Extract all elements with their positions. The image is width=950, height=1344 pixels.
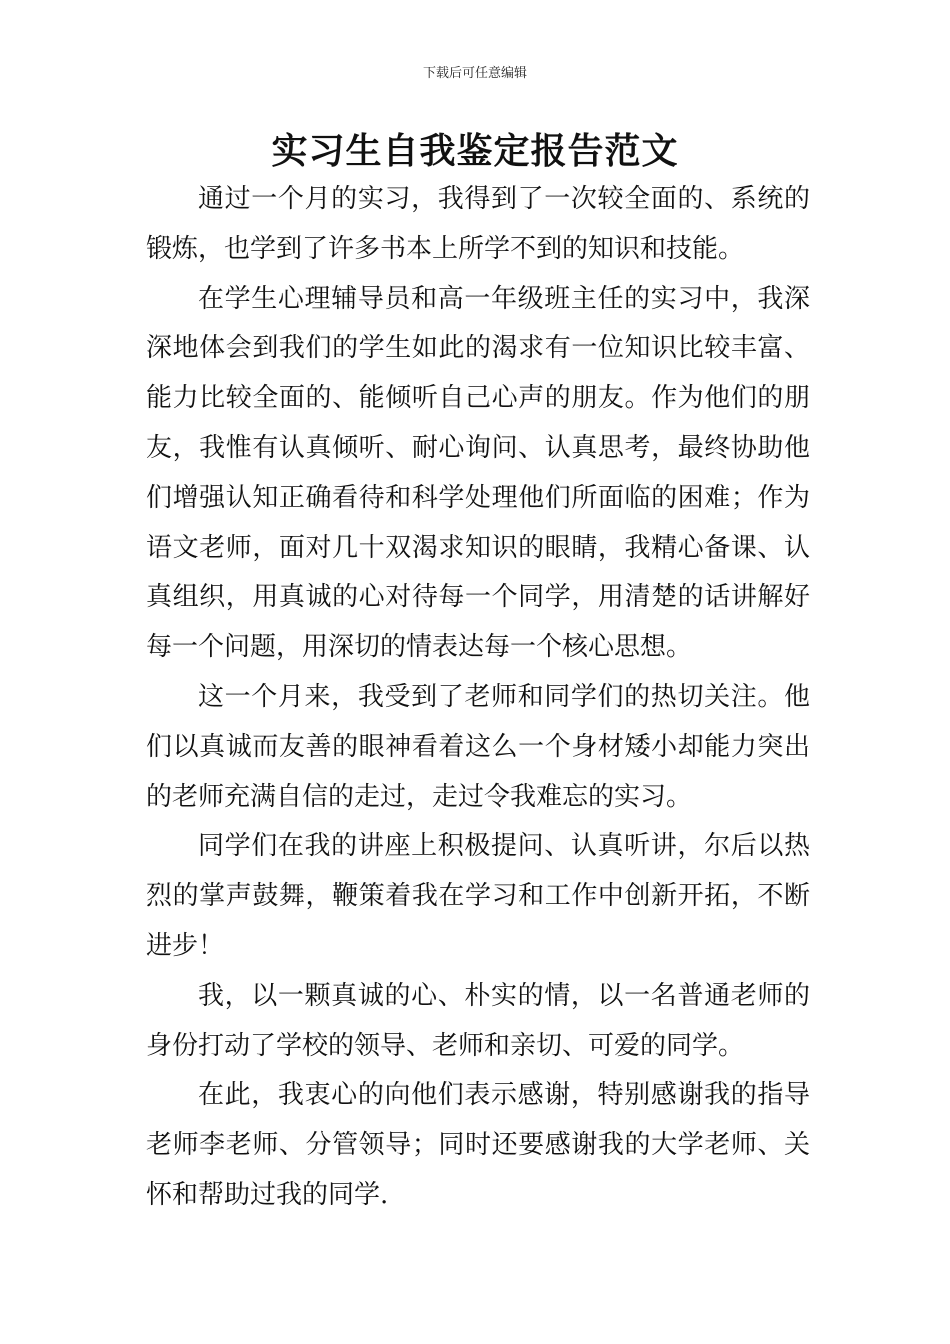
paragraph-3: 这一个月来，我受到了老师和同学们的热切关注。他们以真诚而友善的眼神看着这么一个身材矮小却能力突出的老师充满自信的走过，走过令我难忘的实习。 [146,681,810,812]
document-title: 实习生自我鉴定报告范文 [271,131,679,172]
document-body [146,175,810,1221]
paragraph-2: 在学生心理辅导员和高一年级班主任的实习中，我深深地体会到我们的学生如此的渴求有一位知识比较丰富、能力比较全面的、能倾听自己心声的朋友。作为他们的朋友，我惟有认真倾听、耐心询问、认真思考，最终协助他们增强认知正确看待和科学处理他们所面临的困难；作为语文老师，面对几十双渴求知识的眼睛，我精心备课、认真组织，用真诚的心对待每一个同学，用清楚的话讲解好每一个问题，用深切的情表达每一个核心思想。 [146,283,810,663]
paragraph-6: 在此，我衷心的向他们表示感谢，特别感谢我的指导老师李老师、分管领导；同时还要感谢我的大学老师、关怀和帮助过我的同学. [146,1080,810,1210]
header-note: 下载后可任意编辑 [422,66,527,81]
paragraph-4: 同学们在我的讲座上积极提问、认真听讲，尔后以热烈的掌声鼓舞，鞭策着我在学习和工作中创新开拓，不断进步！ [146,831,810,961]
paragraph-1: 通过一个月的实习，我得到了一次较全面的、系统的锻炼，也学到了许多书本上所学不到的知识和技能。 [146,184,810,264]
paragraph-5: 我，以一颗真诚的心、朴实的情，以一名普通老师的身份打动了学校的领导、老师和亲切、可爱的同学。 [146,980,810,1061]
